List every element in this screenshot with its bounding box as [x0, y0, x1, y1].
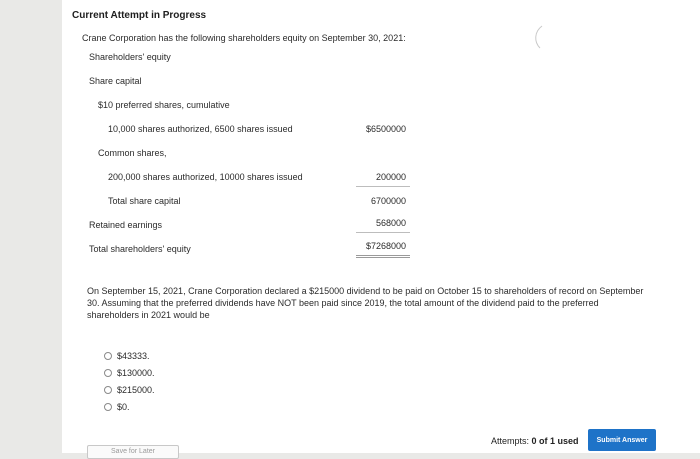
total-equity-label: Total shareholders' equity	[89, 244, 191, 254]
preferred-detail: 10,000 shares authorized, 6500 shares issued	[108, 124, 293, 134]
double-rule-top	[356, 255, 410, 256]
submit-answer-button[interactable]: Submit Answer	[588, 429, 656, 451]
answer-option[interactable]	[104, 402, 130, 412]
page-title: Current Attempt in Progress	[72, 10, 207, 21]
pen-mark-icon	[528, 24, 548, 50]
attempts-counter	[491, 436, 579, 446]
attempts-label: Attempts:	[491, 436, 530, 446]
radio-button-icon[interactable]	[104, 352, 112, 360]
preferred-heading: $10 preferred shares, cumulative	[98, 100, 230, 110]
option-label: $215000.	[117, 385, 155, 395]
option-label: $130000.	[117, 368, 155, 378]
section-title: Shareholders' equity	[89, 52, 171, 62]
option-label: $43333.	[117, 351, 150, 361]
question-text: On September 15, 2021, Crane Corporation declared a $215000 dividend to be paid on October 15 to shareholders of record on September 30. Assuming that the preferred dividends have NOT been paid since 2019, the total amount of the dividend paid to the preferred shareholders in 2021 would be	[87, 286, 644, 320]
common-value: 200000	[375, 172, 406, 182]
common-heading: Common shares,	[98, 148, 167, 158]
total-equity-value: $7268000	[365, 241, 406, 251]
radio-button-icon[interactable]	[104, 386, 112, 394]
double-rule-bottom	[356, 257, 410, 258]
retained-earnings-value: 568000	[375, 218, 406, 228]
option-label: $0.	[117, 402, 130, 412]
preferred-value: $6500000	[365, 124, 406, 134]
answer-option[interactable]	[104, 385, 155, 395]
radio-button-icon[interactable]	[104, 403, 112, 411]
subtotal-rule	[356, 186, 410, 187]
common-detail: 200,000 shares authorized, 10000 shares issued	[108, 172, 303, 182]
answer-option[interactable]	[104, 368, 155, 378]
total-rule	[356, 232, 410, 233]
retained-earnings-label: Retained earnings	[89, 220, 163, 230]
radio-button-icon[interactable]	[104, 369, 112, 377]
share-capital-label: Share capital	[89, 76, 142, 86]
save-for-later-button[interactable]: Save for Later	[87, 445, 179, 459]
attempts-value: 0 of 1 used	[531, 436, 579, 446]
problem-intro: Crane Corporation has the following shareholders equity on September 30, 2021:	[82, 33, 406, 43]
answer-option[interactable]	[104, 351, 150, 361]
total-share-capital-label: Total share capital	[108, 196, 181, 206]
total-share-capital-value: 6700000	[370, 196, 406, 206]
